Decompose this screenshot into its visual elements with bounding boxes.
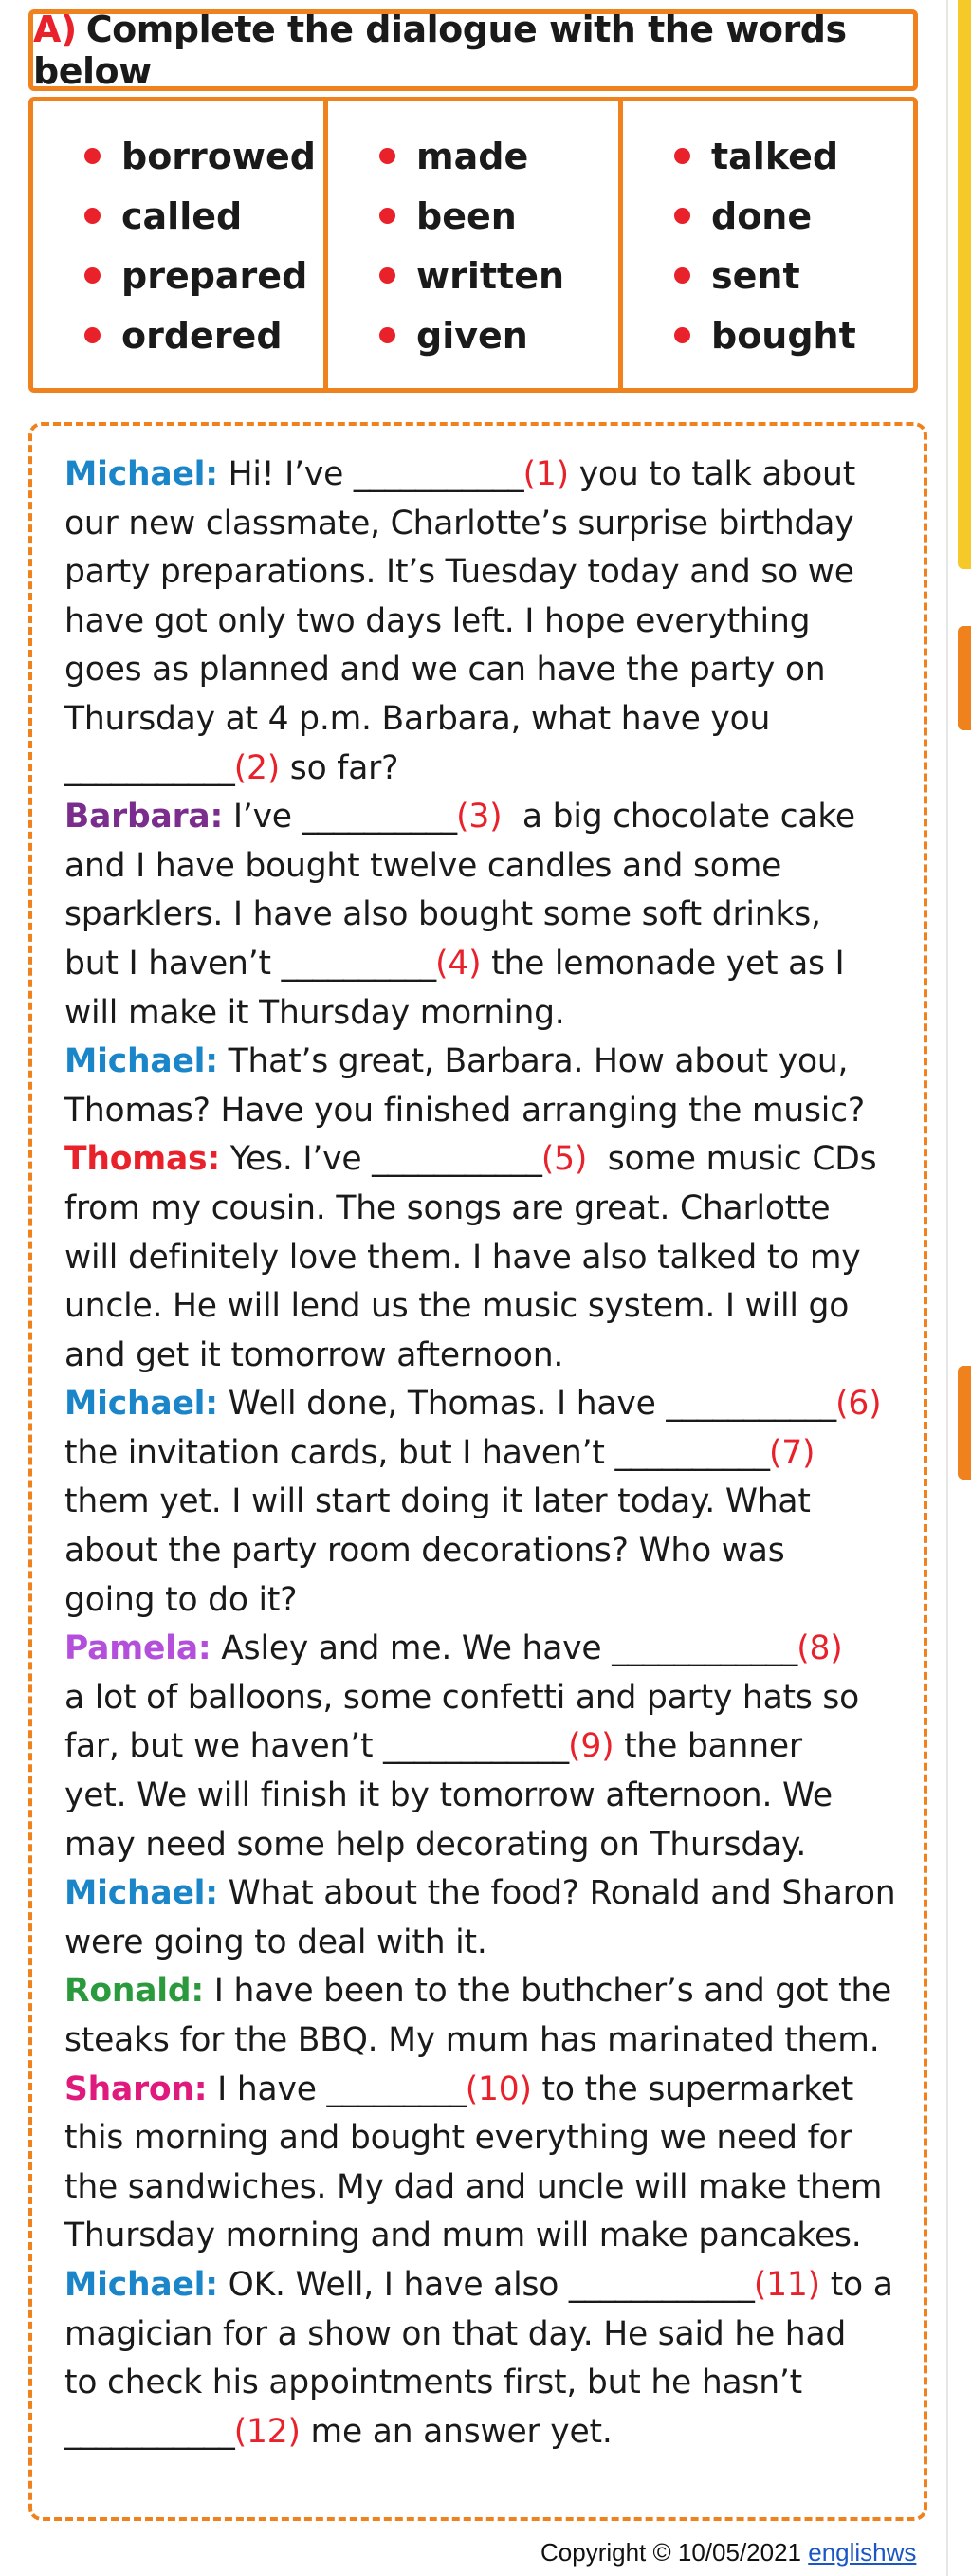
dialogue-line <box>64 1821 903 1870</box>
dialogue-text: Thursday at 4 p.m. Barbara, what have you <box>64 699 771 738</box>
dialogue-line <box>64 1772 903 1821</box>
dialogue-line <box>64 1967 903 2016</box>
speaker-name: Thomas: <box>64 1140 220 1179</box>
dialogue-line <box>64 1332 903 1381</box>
bullet-icon <box>379 327 395 343</box>
speaker-name: Ronald: <box>64 1972 205 2011</box>
word-text: prepared <box>121 254 308 297</box>
dialogue-text: were going to deal with it. <box>64 1923 487 1961</box>
dialogue-text: Asley and me. We have <box>211 1629 613 1668</box>
dialogue-text: yet. We will finish it by tomorrow afternoon. We <box>64 1776 833 1815</box>
dialogue-line <box>64 1282 903 1332</box>
dialogue-line <box>64 1919 903 1968</box>
bullet-icon <box>379 148 395 164</box>
dialogue-line <box>64 940 903 989</box>
speaker-name: Pamela: <box>64 1629 211 1668</box>
edge-yellow-tab <box>958 0 971 569</box>
bullet-icon <box>674 208 690 224</box>
dialogue-box <box>28 422 927 2521</box>
page-edge-decoration <box>922 0 971 2576</box>
dialogue-line <box>64 1135 903 1185</box>
dialogue-line <box>64 598 903 647</box>
dialogue-text: and I have bought twelve candles and some <box>64 846 782 885</box>
dialogue-line <box>64 1380 903 1429</box>
edge-orange-tab <box>958 1366 971 1480</box>
dialogue-text: our new classmate, Charlotte’s surprise birthday <box>64 504 854 543</box>
copyright-link[interactable]: englishws <box>808 2538 917 2567</box>
dialogue-text: sparklers. I have also bought some soft drinks, <box>64 895 821 934</box>
dialogue-text: have got only two days left. I hope everything <box>64 601 811 640</box>
dialogue-text: will definitely love them. I have also talked to my <box>64 1238 861 1277</box>
word-item <box>379 186 618 246</box>
dialogue-text: them yet. I will start doing it later today. What <box>64 1482 811 1521</box>
answer-blank: __________ <box>302 798 457 837</box>
dialogue-line <box>64 2016 903 2066</box>
dialogue-text: far, but we haven’t <box>64 1727 384 1766</box>
word-item <box>674 305 913 365</box>
dialogue-line <box>64 1478 903 1527</box>
dialogue-line <box>64 1185 903 1234</box>
dialogue-line <box>64 842 903 892</box>
word-text: given <box>416 314 528 357</box>
exercise-instruction: Complete the dialogue with the words below <box>33 9 847 92</box>
word-item <box>84 305 323 365</box>
dialogue-line <box>64 989 903 1039</box>
dialogue-text: OK. Well, I have also <box>217 2265 569 2304</box>
dialogue-text: but I haven’t <box>64 944 282 983</box>
word-text: talked <box>711 135 839 177</box>
answer-blank: ____________ <box>568 2265 754 2304</box>
word-text: bought <box>711 314 856 357</box>
dialogue-line <box>64 1087 903 1136</box>
dialogue-line <box>64 2163 903 2213</box>
dialogue-line <box>64 891 903 940</box>
dialogue-line <box>64 1234 903 1283</box>
dialogue-text: so far? <box>280 748 399 787</box>
word-bank <box>28 97 918 393</box>
dialogue-line <box>64 793 903 842</box>
dialogue-line <box>64 646 903 695</box>
dialogue-line <box>64 548 903 598</box>
word-item <box>84 246 323 305</box>
dialogue-line <box>64 2359 903 2408</box>
dialogue-line <box>64 451 903 500</box>
bullet-icon <box>674 327 690 343</box>
dialogue-text: about the party room decorations? Who was <box>64 1532 785 1571</box>
bullet-icon <box>84 267 101 284</box>
dialogue-line <box>64 2212 903 2261</box>
speaker-name: Michael: <box>64 2265 218 2304</box>
exercise-letter: A) <box>33 9 77 50</box>
dialogue-text: this morning and bought everything we need for <box>64 2119 852 2158</box>
edge-orange-tab <box>958 626 971 730</box>
dialogue-text: party preparations. It’s Tuesday today and so we <box>64 553 854 592</box>
dialogue-text: magician for a show on that day. He said he had <box>64 2314 847 2353</box>
word-text: called <box>121 194 243 237</box>
dialogue-text: you to talk about <box>568 455 856 493</box>
dialogue-text: goes as planned and we can have the party on <box>64 651 826 690</box>
dialogue-text: from my cousin. The songs are great. Charlotte <box>64 1188 831 1227</box>
word-text: written <box>416 254 565 297</box>
dialogue-text: uncle. He will lend us the music system. I will go <box>64 1287 850 1326</box>
dialogue-text: to check his appointments first, but he hasn’t <box>64 2364 802 2402</box>
answer-blank: ___________ <box>666 1385 836 1424</box>
blank-number: (7) <box>768 1433 815 1472</box>
blank-number: (2) <box>233 748 281 787</box>
dialogue-line <box>64 500 903 549</box>
word-item <box>379 246 618 305</box>
answer-blank: ___________ <box>372 1140 541 1179</box>
word-item <box>674 246 913 305</box>
answer-blank: ___________ <box>353 455 523 493</box>
dialogue-text: going to do it? <box>64 1580 298 1619</box>
dialogue-line <box>64 1038 903 1087</box>
dialogue-text: the invitation cards, but I haven’t <box>64 1433 615 1472</box>
word-item <box>674 186 913 246</box>
dialogue-line <box>64 1429 903 1479</box>
dialogue-text: Thomas? Have you finished arranging the music? <box>64 1091 866 1130</box>
dialogue-text: Thursday morning and mum will make pancakes. <box>64 2217 862 2255</box>
dialogue-text: Yes. I’ve <box>219 1140 373 1179</box>
bullet-icon <box>674 267 690 284</box>
copyright-footer <box>540 2538 916 2567</box>
word-text: been <box>416 194 517 237</box>
dialogue-line <box>64 1722 903 1772</box>
dialogue-text: to a <box>819 2265 893 2304</box>
dialogue-text: I have been to the buthcher’s and got the <box>204 1972 892 2011</box>
dialogue-line <box>64 1625 903 1674</box>
exercise-title-box <box>28 9 918 91</box>
edge-divider <box>946 0 948 2576</box>
blank-number: (8) <box>797 1629 843 1668</box>
dialogue-line <box>64 695 903 745</box>
exercise-title <box>33 9 913 92</box>
dialogue-text: I’ve <box>223 798 302 837</box>
bullet-icon <box>84 148 101 164</box>
blank-number: (5) <box>540 1140 588 1179</box>
copyright-text: Copyright © 10/05/2021 <box>540 2538 809 2567</box>
word-text: sent <box>711 254 800 297</box>
word-column <box>33 101 323 388</box>
word-text: done <box>711 194 813 237</box>
dialogue-text: I have <box>207 2070 327 2108</box>
dialogue-text: Well done, Thomas. I have <box>217 1385 667 1424</box>
dialogue-text: What about the food? Ronald and Sharon <box>217 1874 896 1913</box>
blank-number: (1) <box>522 455 569 493</box>
blank-number: (3) <box>456 798 503 837</box>
bullet-icon <box>674 148 690 164</box>
dialogue-line <box>64 1674 903 1723</box>
answer-blank: ___________ <box>64 2412 234 2451</box>
blank-number: (9) <box>568 1727 614 1766</box>
answer-blank: _________ <box>326 2070 466 2108</box>
word-text: made <box>416 135 529 177</box>
dialogue-line <box>64 745 903 794</box>
word-item <box>379 126 618 186</box>
blank-number: (11) <box>753 2265 820 2304</box>
bullet-icon <box>84 208 101 224</box>
word-text: borrowed <box>121 135 316 177</box>
word-text: ordered <box>121 314 283 357</box>
dialogue-line <box>64 2408 903 2457</box>
word-column <box>618 101 913 388</box>
dialogue-text: the banner <box>614 1727 802 1766</box>
dialogue-text: steaks for the BBQ. My mum has marinated them. <box>64 2021 880 2059</box>
answer-blank: __________ <box>281 944 436 983</box>
dialogue-line <box>64 2310 903 2360</box>
speaker-name: Michael: <box>64 1874 218 1913</box>
dialogue-line <box>64 2066 903 2115</box>
blank-number: (10) <box>465 2070 532 2108</box>
speaker-name: Sharon: <box>64 2070 208 2108</box>
speaker-name: Michael: <box>64 455 218 493</box>
blank-number: (4) <box>435 944 482 983</box>
blank-number: (6) <box>835 1385 882 1424</box>
word-item <box>674 126 913 186</box>
dialogue-text: and get it tomorrow afternoon. <box>64 1335 564 1374</box>
dialogue-line <box>64 1576 903 1626</box>
dialogue-text: will make it Thursday morning. <box>64 993 565 1032</box>
dialogue-line <box>64 2114 903 2163</box>
answer-blank: ___________ <box>64 748 234 787</box>
dialogue-text: a lot of balloons, some confetti and party hats so <box>64 1678 860 1717</box>
word-column <box>323 101 618 388</box>
dialogue-text: to the supermarket <box>531 2070 854 2108</box>
bullet-icon <box>84 327 101 343</box>
dialogue-text: the sandwiches. My dad and uncle will make them <box>64 2167 883 2206</box>
answer-blank: ____________ <box>612 1629 797 1668</box>
bullet-icon <box>379 267 395 284</box>
dialogue-text: Hi! I’ve <box>217 455 354 493</box>
word-item <box>379 305 618 365</box>
speaker-name: Michael: <box>64 1042 218 1081</box>
dialogue-text: a big chocolate cake <box>502 798 855 837</box>
dialogue-text: me an answer yet. <box>300 2412 613 2451</box>
dialogue-line <box>64 1527 903 1576</box>
dialogue-line <box>64 2261 903 2310</box>
speaker-name: Barbara: <box>64 798 224 837</box>
dialogue-text: some music CDs <box>587 1140 877 1179</box>
dialogue-line <box>64 1869 903 1919</box>
bullet-icon <box>379 208 395 224</box>
word-item <box>84 186 323 246</box>
answer-blank: __________ <box>614 1433 769 1472</box>
dialogue-text: That’s great, Barbara. How about you, <box>217 1042 849 1081</box>
dialogue-text: the lemonade yet as I <box>481 944 845 983</box>
blank-number: (12) <box>233 2412 301 2451</box>
speaker-name: Michael: <box>64 1385 218 1424</box>
dialogue-text: may need some help decorating on Thursday. <box>64 1825 807 1864</box>
word-item <box>84 126 323 186</box>
answer-blank: ____________ <box>383 1727 569 1766</box>
